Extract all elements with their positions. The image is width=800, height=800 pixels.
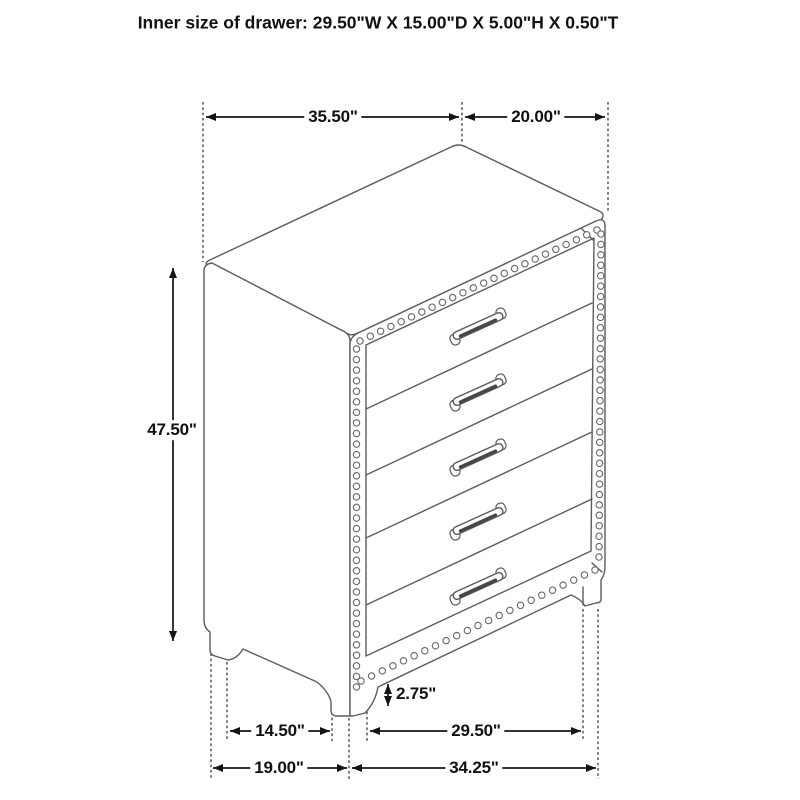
dim-label-feet-front: 29.50" (447, 721, 504, 741)
dim-label-base-side: 19.00" (250, 758, 307, 778)
dim-label-base-front: 34.25" (445, 758, 502, 778)
dim-label-top-width: 35.50" (304, 107, 361, 127)
dim-label-top-depth: 20.00" (507, 107, 564, 127)
dim-label-height: 47.50" (143, 420, 200, 440)
chest-left-face (204, 263, 350, 716)
diagram-title: Inner size of drawer: 29.50"W X 15.00"D X 5.00"H X 0.50"T (137, 12, 619, 33)
dim-label-leg-height: 2.75" (393, 684, 439, 704)
dim-label-feet-side: 14.50" (251, 721, 308, 741)
chest-body (204, 145, 605, 716)
